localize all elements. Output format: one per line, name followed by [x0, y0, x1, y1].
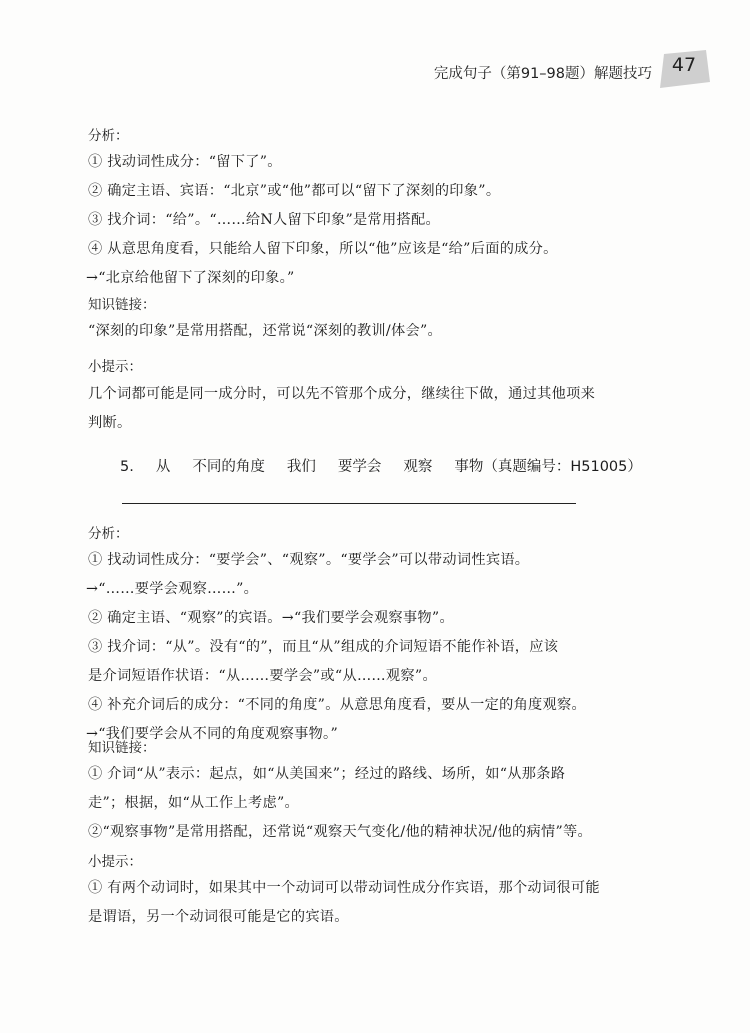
page-header: [330, 48, 750, 92]
analysis-line: ① 找动词性成分：“留下了”。: [88, 154, 282, 170]
block2-tip: [88, 852, 688, 872]
block1-analysis: [88, 126, 688, 146]
page-number: 47: [671, 54, 697, 76]
analysis-line: 是介词短语作状语：“从……要学会”或“从……观察”。: [88, 668, 437, 684]
analysis-line: ① 找动词性成分：“要学会”、“观察”。“要学会”可以带动词性宾语。: [88, 552, 530, 568]
analysis-line: ④ 补充介词后的成分：“不同的角度”。从意思角度看，要从一定的角度观察。: [88, 697, 587, 713]
block1-tip-lines: [88, 380, 688, 438]
analysis-line: ④ 从意思角度看，只能给人留下印象，所以“他”应该是“给”后面的成分。: [88, 241, 558, 257]
link-line: ① 介词“从”表示：起点，如“从美国来”；经过的路线、场所，如“从那条路: [88, 766, 566, 782]
analysis-answer: →“我们要学会从不同的角度观察事物。”: [86, 726, 338, 742]
analysis-heading: 分析：: [88, 128, 129, 144]
tip-heading: 小提示：: [88, 854, 142, 870]
question-word: 不同的角度: [192, 459, 265, 475]
question-source: （真题编号：H51005）: [483, 459, 642, 475]
block2-link-lines: [88, 760, 688, 847]
analysis-line: ③ 找介词：“从”。没有“的”，而且“从”组成的介词短语不能作补语，应该: [88, 639, 559, 655]
link-line: 走”；根据，如“从工作上考虑”。: [88, 795, 299, 811]
question-word: 观察: [403, 459, 433, 475]
link-heading: 知识链接：: [88, 740, 156, 756]
analysis-line: ② 确定主语、“观察”的宾语。→“我们要学会观察事物”。: [88, 610, 454, 626]
tip-line: 几个词都可能是同一成分时，可以先不管那个成分，继续往下做，通过其他项来: [88, 386, 596, 402]
page-number-badge: [658, 50, 710, 88]
question-word: 我们: [286, 459, 316, 475]
question-5: [120, 455, 680, 476]
tip-heading: 小提示：: [88, 359, 142, 375]
question-word: 事物: [454, 459, 484, 475]
block2-analysis-lines: [88, 546, 688, 749]
header-title: 完成句子（第91–98题）解题技巧: [433, 66, 652, 82]
link-line: ②“观察事物”是常用搭配，还常说“观察天气变化/他的精神状况/他的病情”等。: [88, 824, 592, 840]
link-line: “深刻的印象”是常用搭配，还常说“深刻的教训/体会”。: [88, 323, 443, 339]
analysis-heading: 分析：: [88, 526, 129, 542]
block1-tip: [88, 357, 688, 377]
block2-tip-lines: [88, 874, 688, 932]
tip-line: ① 有两个动词时，如果其中一个动词可以带动词性成分作宾语，那个动词很可能: [88, 880, 600, 896]
block1-analysis-lines: [88, 148, 688, 293]
block1-link: [88, 295, 688, 315]
tip-line: 是谓语，另一个动词很可能是它的宾语。: [88, 909, 349, 925]
analysis-line: ② 确定主语、宾语：“北京”或“他”都可以“留下了深刻的印象”。: [88, 183, 501, 199]
analysis-line: →“……要学会观察……”。: [86, 581, 259, 597]
answer-blank-line: [122, 503, 576, 504]
question-number: 5.: [120, 459, 134, 475]
analysis-answer: →“北京给他留下了深刻的印象。”: [86, 270, 295, 286]
block1-link-lines: [88, 317, 688, 346]
analysis-line: ③ 找介词：“给”。“……给N人留下印象”是常用搭配。: [88, 212, 440, 228]
tip-line: 判断。: [88, 415, 132, 431]
block2-analysis: [88, 524, 688, 544]
question-word: 要学会: [337, 459, 382, 475]
block2-link: [88, 738, 688, 758]
link-heading: 知识链接：: [88, 297, 156, 313]
question-word: 从: [155, 459, 171, 475]
